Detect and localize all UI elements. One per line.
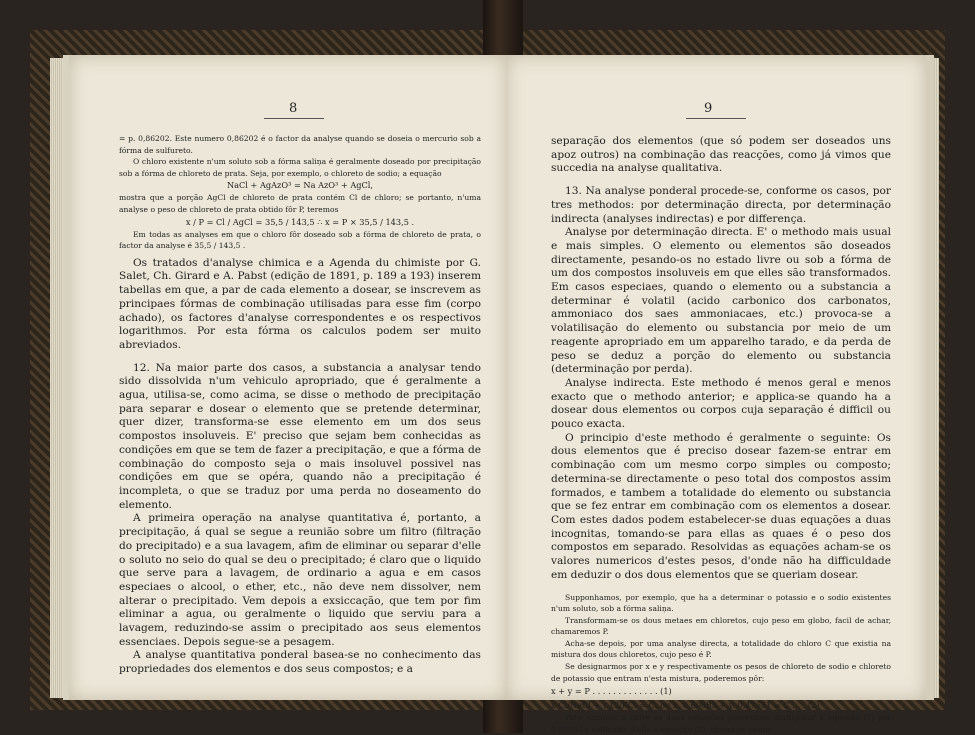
- paragraph: O principio d'este methodo é geralmente o seguinte: Os dous elementos que é preciso dosear fazem-se entrar em combinação com um mesmo corpo simples ou composto; determina-se directamente o peso total dos compostos assim formados, e tambem a totalidade do elemento ou substancia que se fez entrar em combinação com os elementos a dosear. Com estes dados podem estabelecer-se duas equações a duas incognitas, tomando-se para ellas as quaes é o peso dos compostos em separado. Resolvidas as equações acham-se os valores numericos d'estes pesos, d'onde não ha difficuldade em deduzir o dos dous elementos que se queriam dosear.: [551, 431, 891, 581]
- header-rule: [264, 118, 324, 119]
- left-page: [63, 55, 507, 700]
- equation: x / P = Cl / AgCl = 35,5 / 143,5 ∴ x = P × 35,5 / 143,5 .: [185, 216, 415, 227]
- header-rule: [686, 118, 746, 119]
- paragraph: separação dos elementos (que só podem ser doseados uns apoz outros) na combinação das reacções, como já vimos que succedia na analyse qualitativa.: [551, 135, 891, 175]
- spacer: [551, 176, 891, 185]
- equation: NaCl + AgAzO³ = Na AzO³ + AgCl,: [226, 180, 373, 191]
- paragraph: Para eliminar x entre as duas equações poderemos multiplicar a equação (1) por 0,60683 e subtrahir d'ella a equação (2); obtem-se assim:: [551, 713, 891, 734]
- paragraph: Em todas as analyses em que o chloro fôr doseado sob a fórma de chloreto de prata, o factor da analyse é 35,5 / 143,5 .: [119, 229, 481, 251]
- paragraph: Analyse indirecta. Este methodo é menos geral e menos exacto que o methodo anterior; e applica-se quando ha a dosear dous elementos ou corpos cuja separação é difficil ou pouco exacta.: [551, 376, 891, 431]
- page-number: 9: [704, 101, 713, 116]
- paragraph: = p. 0,86202. Este numero 0,86202 é o factor da analyse quando se doseia o mercurio sob a fórma de sulfureto.: [119, 134, 481, 155]
- page-number: 8: [289, 101, 298, 116]
- paragraph: 12. Na maior parte dos casos, a substancia a analysar tendo sido dissolvida n'um vehiculo apropriado, que é geralmente a agua, utilisa-se, como acima, se disse o methodo de precipitação para separar e dosear o elemento que se pretende determinar, quer dizer, transforma-se esse elemento em um dos seus compostos insoluveis. E' preciso que sejam bem conhecidas as condições em que se tem de fazer a precipitação, e que a fórma de combinação do composto seja o mais insoluvel possivel nas condições em que se opéra, quando não a precipitação é incompleta, o que se traduz por uma perda no doseamento do elemento.: [119, 361, 481, 511]
- paragraph: 13. Na analyse ponderal procede-se, conforme os casos, por tres methodos: por determinação directa, por determinação indirecta (analyses indirectas) e por differença.: [551, 185, 891, 225]
- paragraph: Analyse por determinação directa. E' o methodo mais usual e mais simples. O elemento ou elementos são doseados directamente, pesando-os no estado livre ou sob a fórma de um dos compostos insoluveis em que elles são transformados. Em casos especiaes, quando o elemento ou a substancia a determinar é volatil (acido carbonico dos carbonatos, ammoniaco dos saes ammoniacaes, etc.) provoca-se a volatilisação do elemento ou substancia por meio de um reagente apropriado em um apparelho tarado, e da perda de peso se deduz a porção do elemento ou substancia (determinação por perda).: [551, 226, 891, 376]
- paragraph: Acha-se depois, por uma analyse directa, a totalidade do chloro C que existia na mistura dos dous chloretos, cujo peso é P.: [551, 638, 891, 660]
- paragraph: A analyse quantitativa ponderal basea-se no conhecimento das propriedades dos elementos e dos seus compostos; e a: [119, 649, 481, 676]
- paragraph: O chloro existente n'um soluto sob a fórma saliņa é geralmente doseado por precipitação sob a fórma de chloreto de prata. Seja, por exemplo, o chloreto de sodio; a equação: [119, 157, 481, 178]
- spacer: [551, 583, 891, 592]
- left-page-text: [119, 133, 481, 677]
- paragraph: Transformam-se os dous metaes em chloretos, cujo peso em globo, facil de achar, chamaremos P.: [551, 615, 891, 637]
- paragraph: Os tratados d'analyse chimica e a Agenda du chimiste por G. Salet, Ch. Girard e A. Pabst (edição de 1891, p. 189 a 193) inserem tabellas em que, a par de cada elemento a dosear, se inscrevem as principaes fórmas de combinação utilisadas para esse fim (corpo achado), os factores d'analyse correspondentes e os respectivos logarithmos. Por esta fórma os calculos podem ser muito abreviados.: [119, 256, 481, 351]
- equation: x Cl/NaCl + y Cl/KCl = C; ou x. 0,60683 + y. 0,47651 = C . . . (2): [551, 700, 820, 711]
- spacer: [119, 353, 481, 362]
- paragraph: mostra que a porção AgCl de chloreto de prata contém Cl de chloro; se portanto, n'uma analyse o peso de chloreto de prata obtido fôr P, teremos: [119, 193, 481, 214]
- paragraph: Se designarmos por x e y respectivamente os pesos de chloreto de sodio e chloreto de potassio que entram n'esta mistura, poderemos pôr:: [551, 662, 891, 683]
- left-page-edges: [50, 58, 64, 698]
- equation: x + y = P . . . . . . . . . . . . . (1): [551, 686, 672, 697]
- right-page: [506, 55, 934, 734]
- paragraph: A primeira operação na analyse quantitativa é, portanto, a precipitação, á qual se segue a reunião sobre um filtro (filtração do precipitado) e a sua lavagem, afim de eliminar ou separar d'elle o soluto no seio do qual se deu o precipitado; é claro que o liquido que serve para a lavagem, de ordinario a agua e em casos especiaes o alcool, o ether, etc., não deve nem dissolver, nem alterar o precipitado. Vem depois a exsiccação, que tem por fim eliminar a agua, ou geralmente o liquido que serviu para a lavagem, reduzindo-se assim o precipitado aos seus elementos essenciaes. Depois segue-se a pesagem.: [119, 512, 481, 648]
- right-page-text: [551, 135, 891, 735]
- paragraph: Supponhamos, por exemplo, que ha a determinar o potassio e o sodio existentes n'um soluto, sob a fórma saliņa.: [551, 592, 891, 614]
